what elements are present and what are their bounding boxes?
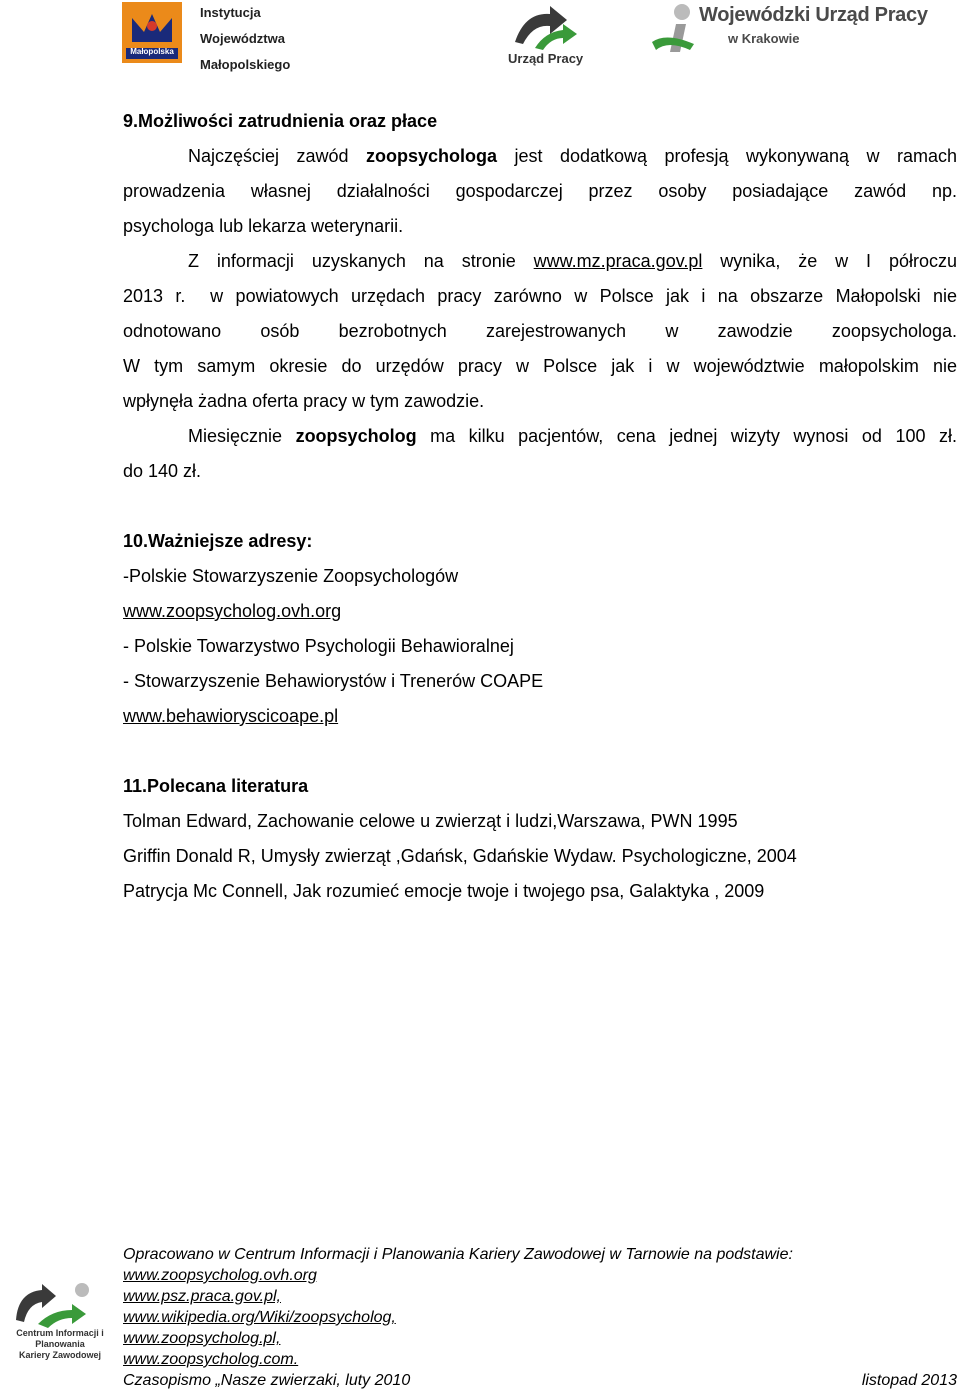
- footer-logo-text: [4, 1328, 116, 1361]
- institution-title-line: Województwa: [200, 31, 285, 46]
- address-link[interactable]: www.behawioryscicoape.pl: [123, 706, 339, 726]
- document-body: [123, 104, 957, 909]
- source-link[interactable]: www.zoopsycholog.com.: [123, 1351, 299, 1368]
- section-9-paragraph-2-line-2: 2013 r. w powiatowych urzędach pracy zarówno w Polsce jak i na obszarze Małopolski nie: [123, 286, 957, 306]
- wup-title: Wojewódzki Urząd Pracy: [699, 4, 928, 26]
- text: Najczęściej zawód: [188, 146, 366, 166]
- section-9-paragraph-1-line-3: psychologa lub lekarza weterynarii.: [123, 216, 404, 236]
- bold-term: zoopsycholog: [295, 426, 417, 446]
- footer-date: listopad 2013: [861, 1372, 957, 1389]
- source-link[interactable]: www.psz.praca.gov.pl,: [123, 1288, 281, 1305]
- section-9-paragraph-2-line-3: odnotowano osób bezrobotnych zarejestrowanych w zawodzie zoopsychologa.: [123, 321, 957, 341]
- section-9-paragraph-3-line-1: [123, 419, 957, 454]
- wup-emblem-icon: [650, 2, 700, 66]
- section-9-paragraph-2-line-4: W tym samym okresie do urzędów pracy w Polsce jak i w województwie małopolskim nie: [123, 356, 957, 376]
- mz-praca-link[interactable]: www.mz.praca.gov.pl: [533, 251, 703, 271]
- wup-subtitle: w Krakowie: [728, 31, 800, 46]
- literature-item: Patrycja Mc Connell, Jak rozumieć emocje twoje i twojego psa, Galaktyka , 2009: [123, 881, 765, 901]
- urzad-pracy-label: Urząd Pracy: [508, 51, 584, 66]
- literature-item: Griffin Donald R, Umysły zwierząt ,Gdańsk, Gdańskie Wydaw. Psychologiczne, 2004: [123, 846, 797, 866]
- address-item: -Polskie Stowarzyszenie Zoopsychologów: [123, 566, 459, 586]
- source-link[interactable]: www.wikipedia.org/Wiki/zoopsycholog,: [123, 1309, 396, 1326]
- bold-term: zoopsychologa: [366, 146, 498, 166]
- address-link[interactable]: www.zoopsycholog.ovh.org: [123, 601, 342, 621]
- text: jest dodatkową profesją wykonywaną w ramach: [497, 146, 957, 166]
- section-9-paragraph-2-line-5: wpłynęła żadna oferta pracy w tym zawodzie.: [123, 391, 485, 411]
- section-11-heading: 11.Polecana literatura: [123, 776, 309, 796]
- text: Miesięcznie: [188, 426, 296, 446]
- footer-intro: Opracowano w Centrum Informacji i Planowania Kariery Zawodowej w Tarnowie na podstawie:: [123, 1246, 793, 1263]
- text: Z informacji uzyskanych na stronie: [188, 251, 534, 271]
- institution-title-line: Instytucja: [200, 5, 261, 20]
- footer-logo-line: Centrum Informacji i Planowania: [16, 1328, 104, 1349]
- literature-item: Tolman Edward, Zachowanie celowe u zwierząt i ludzi,Warszawa, PWN 1995: [123, 811, 738, 831]
- text: ma kilku pacjentów, cena jednej wizyty wynosi od 100 zł.: [416, 426, 957, 446]
- footer-journal: Czasopismo „Nasze zwierzaki, luty 2010: [123, 1372, 411, 1389]
- institution-logo-label: Małopolska: [130, 47, 174, 56]
- text: wynika, że w I półroczu: [702, 251, 958, 271]
- address-item: - Polskie Towarzystwo Psychologii Behawioralnej: [123, 636, 514, 656]
- section-9-paragraph-1-line-2: prowadzenia własnej działalności gospodarczej przez osoby posiadające zawód np.: [123, 181, 957, 201]
- section-9-paragraph-2-line-1: [123, 244, 957, 279]
- section-10-heading: 10.Ważniejsze adresy:: [123, 531, 313, 551]
- footer-logo-line: Kariery Zawodowej: [18, 1350, 102, 1360]
- urzad-pracy-emblem-icon: [505, 2, 585, 52]
- section-9-paragraph-1-line-1: [123, 139, 957, 174]
- source-link[interactable]: www.zoopsycholog.pl,: [123, 1330, 281, 1347]
- institution-title-line: Małopolskiego: [200, 57, 291, 72]
- address-item: - Stowarzyszenie Behawiorystów i Trenerów COAPE: [123, 671, 544, 691]
- wup-logo: [650, 2, 700, 66]
- institution-title: [200, 0, 290, 78]
- source-link[interactable]: www.zoopsycholog.ovh.org: [123, 1267, 317, 1284]
- ciipkz-emblem-icon: [8, 1278, 108, 1328]
- section-9-heading: 9.Możliwości zatrudnienia oraz płace: [123, 111, 438, 131]
- page-footer: [123, 1244, 957, 1391]
- section-9-paragraph-3-line-2: do 140 zł.: [123, 461, 202, 481]
